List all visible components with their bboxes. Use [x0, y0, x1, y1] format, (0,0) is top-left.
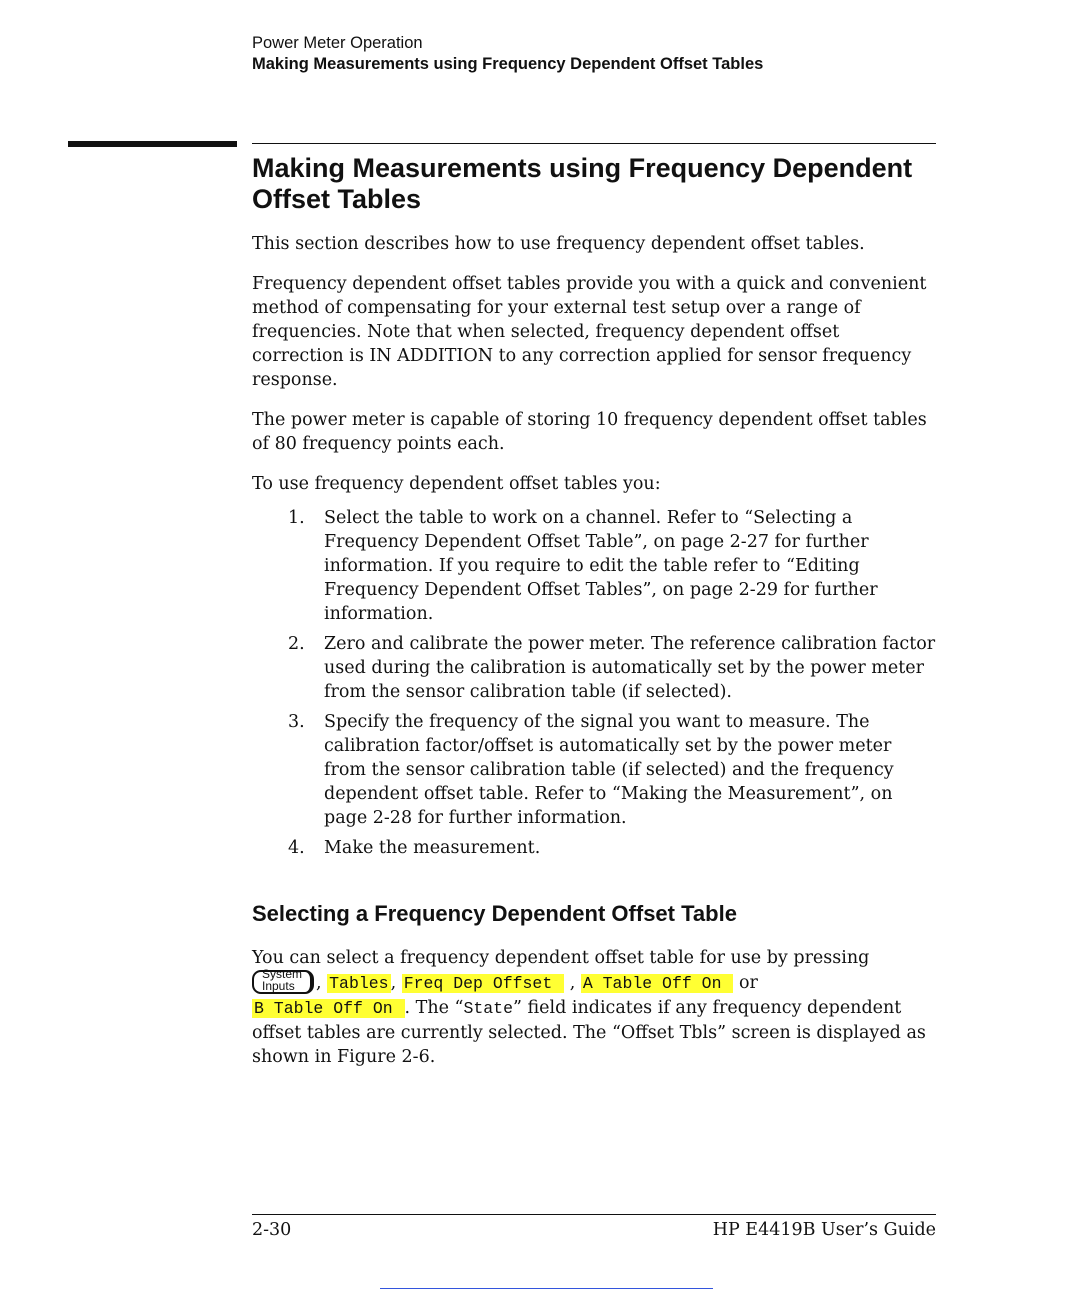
list-item — [252, 632, 936, 704]
steps-list — [252, 506, 936, 860]
softkey-freq-dep-offset: Freq Dep Offset — [403, 974, 563, 993]
key-label-line1: System — [262, 967, 303, 981]
step-number: 4. — [288, 838, 305, 858]
step-text: Select the table to work on a channel. Refer to “Selecting a Frequency Dependent Offset Table”, on page 2-27 for further information. If you require to edit the table refer to “Editing Frequency Dependent Offset Tables”, on page 2-29 for further information. — [324, 508, 878, 624]
selection-intro: You can select a frequency dependent offset table for use by pressing — [252, 948, 870, 968]
section-marker-bar — [68, 141, 237, 147]
step-text: Zero and calibrate the power meter. The reference calibration factor used during the calibration is automatically set by the power meter from the sensor calibration table (if selected). — [324, 634, 936, 702]
step-text: Specify the frequency of the signal you want to measure. The calibration factor/offset is automatically set by the power meter from the sensor calibration table (if selected) and the frequency dependent offset table. Refer to “Making the Measurement”, on page 2-28 for further information. — [324, 712, 894, 828]
page-body — [252, 153, 936, 1085]
guide-title: HP E4419B User’s Guide — [712, 1220, 936, 1240]
key-label-line2: Inputs — [262, 979, 295, 993]
running-header — [252, 33, 763, 75]
softkey-a-table-off-on: A Table Off On — [582, 974, 732, 993]
selection-closing-text: ” field indicates if any frequency dependent offset tables are currently selected. The “Offset Tbls” screen is displayed as shown in Figure 2-6. — [252, 998, 926, 1067]
page-number: 2-30 — [252, 1220, 292, 1240]
state-lead-text: . The “ — [404, 998, 464, 1018]
heading-rule — [252, 143, 936, 144]
separator: , — [316, 973, 328, 993]
step-number: 2. — [288, 634, 305, 654]
subsection-heading: Selecting a Frequency Dependent Offset Table — [252, 901, 737, 926]
steps-intro: To use frequency dependent offset tables you: — [252, 474, 661, 494]
state-field-name: State — [463, 999, 513, 1018]
header-subsection: Making Measurements using Frequency Dependent Offset Tables — [252, 55, 764, 73]
step-text: Make the measurement. — [324, 838, 541, 858]
list-item — [252, 506, 936, 626]
step-number: 1. — [288, 508, 305, 528]
softkey-b-table-off-on: B Table Off On — [254, 999, 403, 1018]
header-section: Power Meter Operation — [252, 34, 423, 52]
selection-paragraph — [252, 946, 936, 1069]
section-title-line1: Making Measurements using Frequency Dependent — [252, 153, 913, 183]
intro-paragraph: This section describes how to use frequency dependent offset tables. — [252, 234, 865, 254]
capacity-paragraph: The power meter is capable of storing 10 frequency dependent offset tables of 80 frequency points each. — [252, 410, 927, 454]
system-inputs-key — [252, 967, 314, 994]
list-item — [252, 836, 936, 860]
list-item — [252, 710, 936, 830]
section-title-line2: Offset Tables — [252, 184, 422, 214]
separator: , — [390, 973, 402, 993]
softkey-tables: Tables — [329, 974, 389, 993]
section-title — [252, 153, 936, 215]
footer-rule — [252, 1214, 936, 1215]
bottom-link-underline — [380, 1288, 713, 1289]
description-paragraph: Frequency dependent offset tables provide you with a quick and convenient method of compensating for your external test setup over a range of frequencies. Note that when selected, frequency dependent offset correction is IN ADDITION to any correction applied for sensor frequency response. — [252, 274, 927, 390]
or-text: or — [733, 973, 758, 993]
separator: , — [564, 973, 581, 993]
step-number: 3. — [288, 712, 305, 732]
